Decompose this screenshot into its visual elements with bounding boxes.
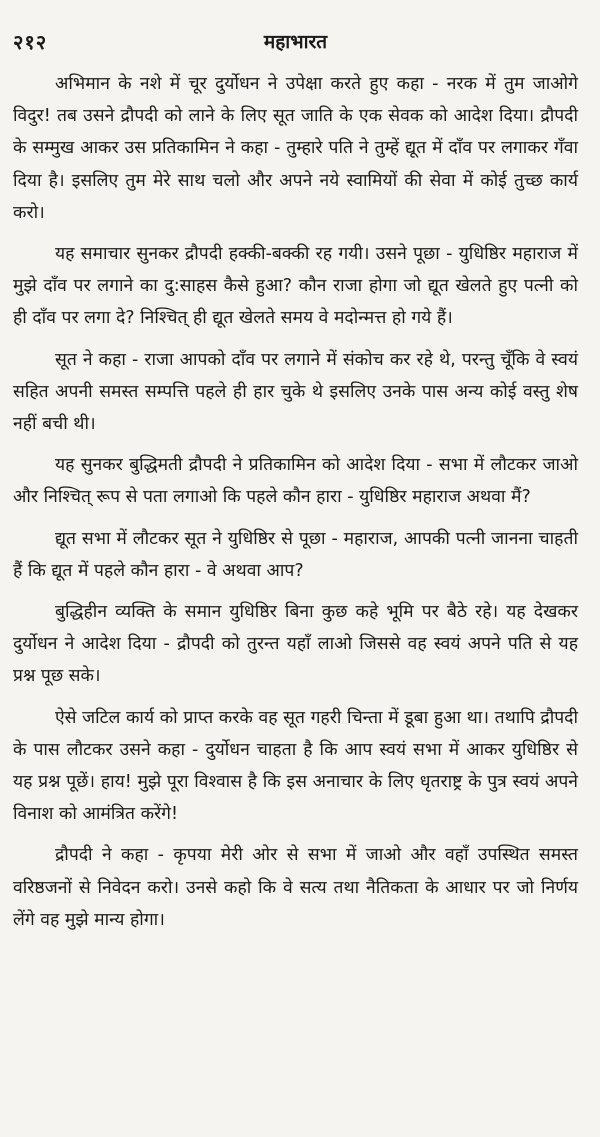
paragraph: ऐसे जटिल कार्य को प्राप्त करके वह सूत गहरी चिन्ता में डूबा हुआ था। तथापि द्रौपदी के पास लौटकर उसने कहा - दुर्योधन चाहता है कि आप स्वयं सभा में आकर युधिष्ठिर से यह प्रश्न पूछें। हाय! मुझे पूरा विश्वास है कि इस अनाचार के लिए धृतराष्ट्र के पुत्र स्वयं अपने विनाश को आमंत्रित करेंगे! — [13, 707, 578, 825]
paragraph: बुद्धिहीन व्यक्ति के समान युधिष्ठिर बिना कुछ कहे भूमि पर बैठे रहे। यह देखकर दुर्योधन ने आदेश दिया - द्रौपदी को तुरन्त यहाँ लाओ जिससे वह स्वयं अपने पति से यह प्रश्न पूछ सके। — [13, 602, 578, 687]
page-number: २१२ — [13, 30, 48, 54]
paragraph: अभिमान के नशे में चूर दुर्योधन ने उपेक्षा करते हुए कहा - नरक में तुम जाओगे विदुर! तब उसने द्रौपदी को लाने के लिए सूत जाति के एक सेवक को आदेश दिया। द्रौपदी के सम्मुख आकर उस प्रतिकामिन ने कहा - तुम्हारे पति ने तुम्हें द्यूत में दाँव पर लगाकर गँवा दिया है। इसलिए तुम मेरे साथ चलो और अपने नये स्वामियों की सेवा में कोई तुच्छ कार्य करो। — [13, 74, 578, 223]
running-title: महाभारत — [263, 31, 328, 53]
paragraph: यह सुनकर बुद्धिमती द्रौपदी ने प्रतिकामिन को आदेश दिया - सभा में लौटकर जाओ और निश्चित् रूप से पता लगाओ कि पहले कौन हारा - युधिष्ठिर महाराज अथवा मैं? — [13, 455, 578, 508]
page-header — [13, 28, 578, 62]
body-text — [13, 68, 578, 936]
paragraph: सूत ने कहा - राजा आपको दाँव पर लगाने में संकोच कर रहे थे, परन्तु चूँकि वे स्वयं सहित अपनी समस्त सम्पत्ति पहले ही हार चुके थे इसलिए उनके पास अन्य कोई वस्तु शेष नहीं बची थी। — [13, 349, 578, 435]
paragraph: यह समाचार सुनकर द्रौपदी हक्की-बक्की रह गयी। उसने पूछा - युधिष्ठिर महाराज में मुझे दाँव पर लगाने का दु:साहस कैसे हुआ? कौन राजा होगा जो द्यूत खेलते हुए पत्नी को ही दाँव पर लगा दे? निश्चित् ही द्यूत खेलते समय वे मदोन्मत्त हो गये हैं। — [13, 244, 578, 329]
paragraph: द्रौपदी ने कहा - कृपया मेरी ओर से सभा में जाओ और वहाँ उपस्थित समस्त वरिष्ठजनों से निवेदन करो। उनसे कहो कि वे सत्य तथा नैतिकता के आधार पर जो निर्णय लेंगे वह मुझे मान्य होगा। — [13, 845, 578, 930]
paragraph: द्यूत सभा में लौटकर सूत ने युधिष्ठिर से पूछा - महाराज, आपकी पत्नी जानना चाहती हैं कि द्यूत में पहले कौन हारा - वे अथवा आप? — [13, 528, 578, 581]
